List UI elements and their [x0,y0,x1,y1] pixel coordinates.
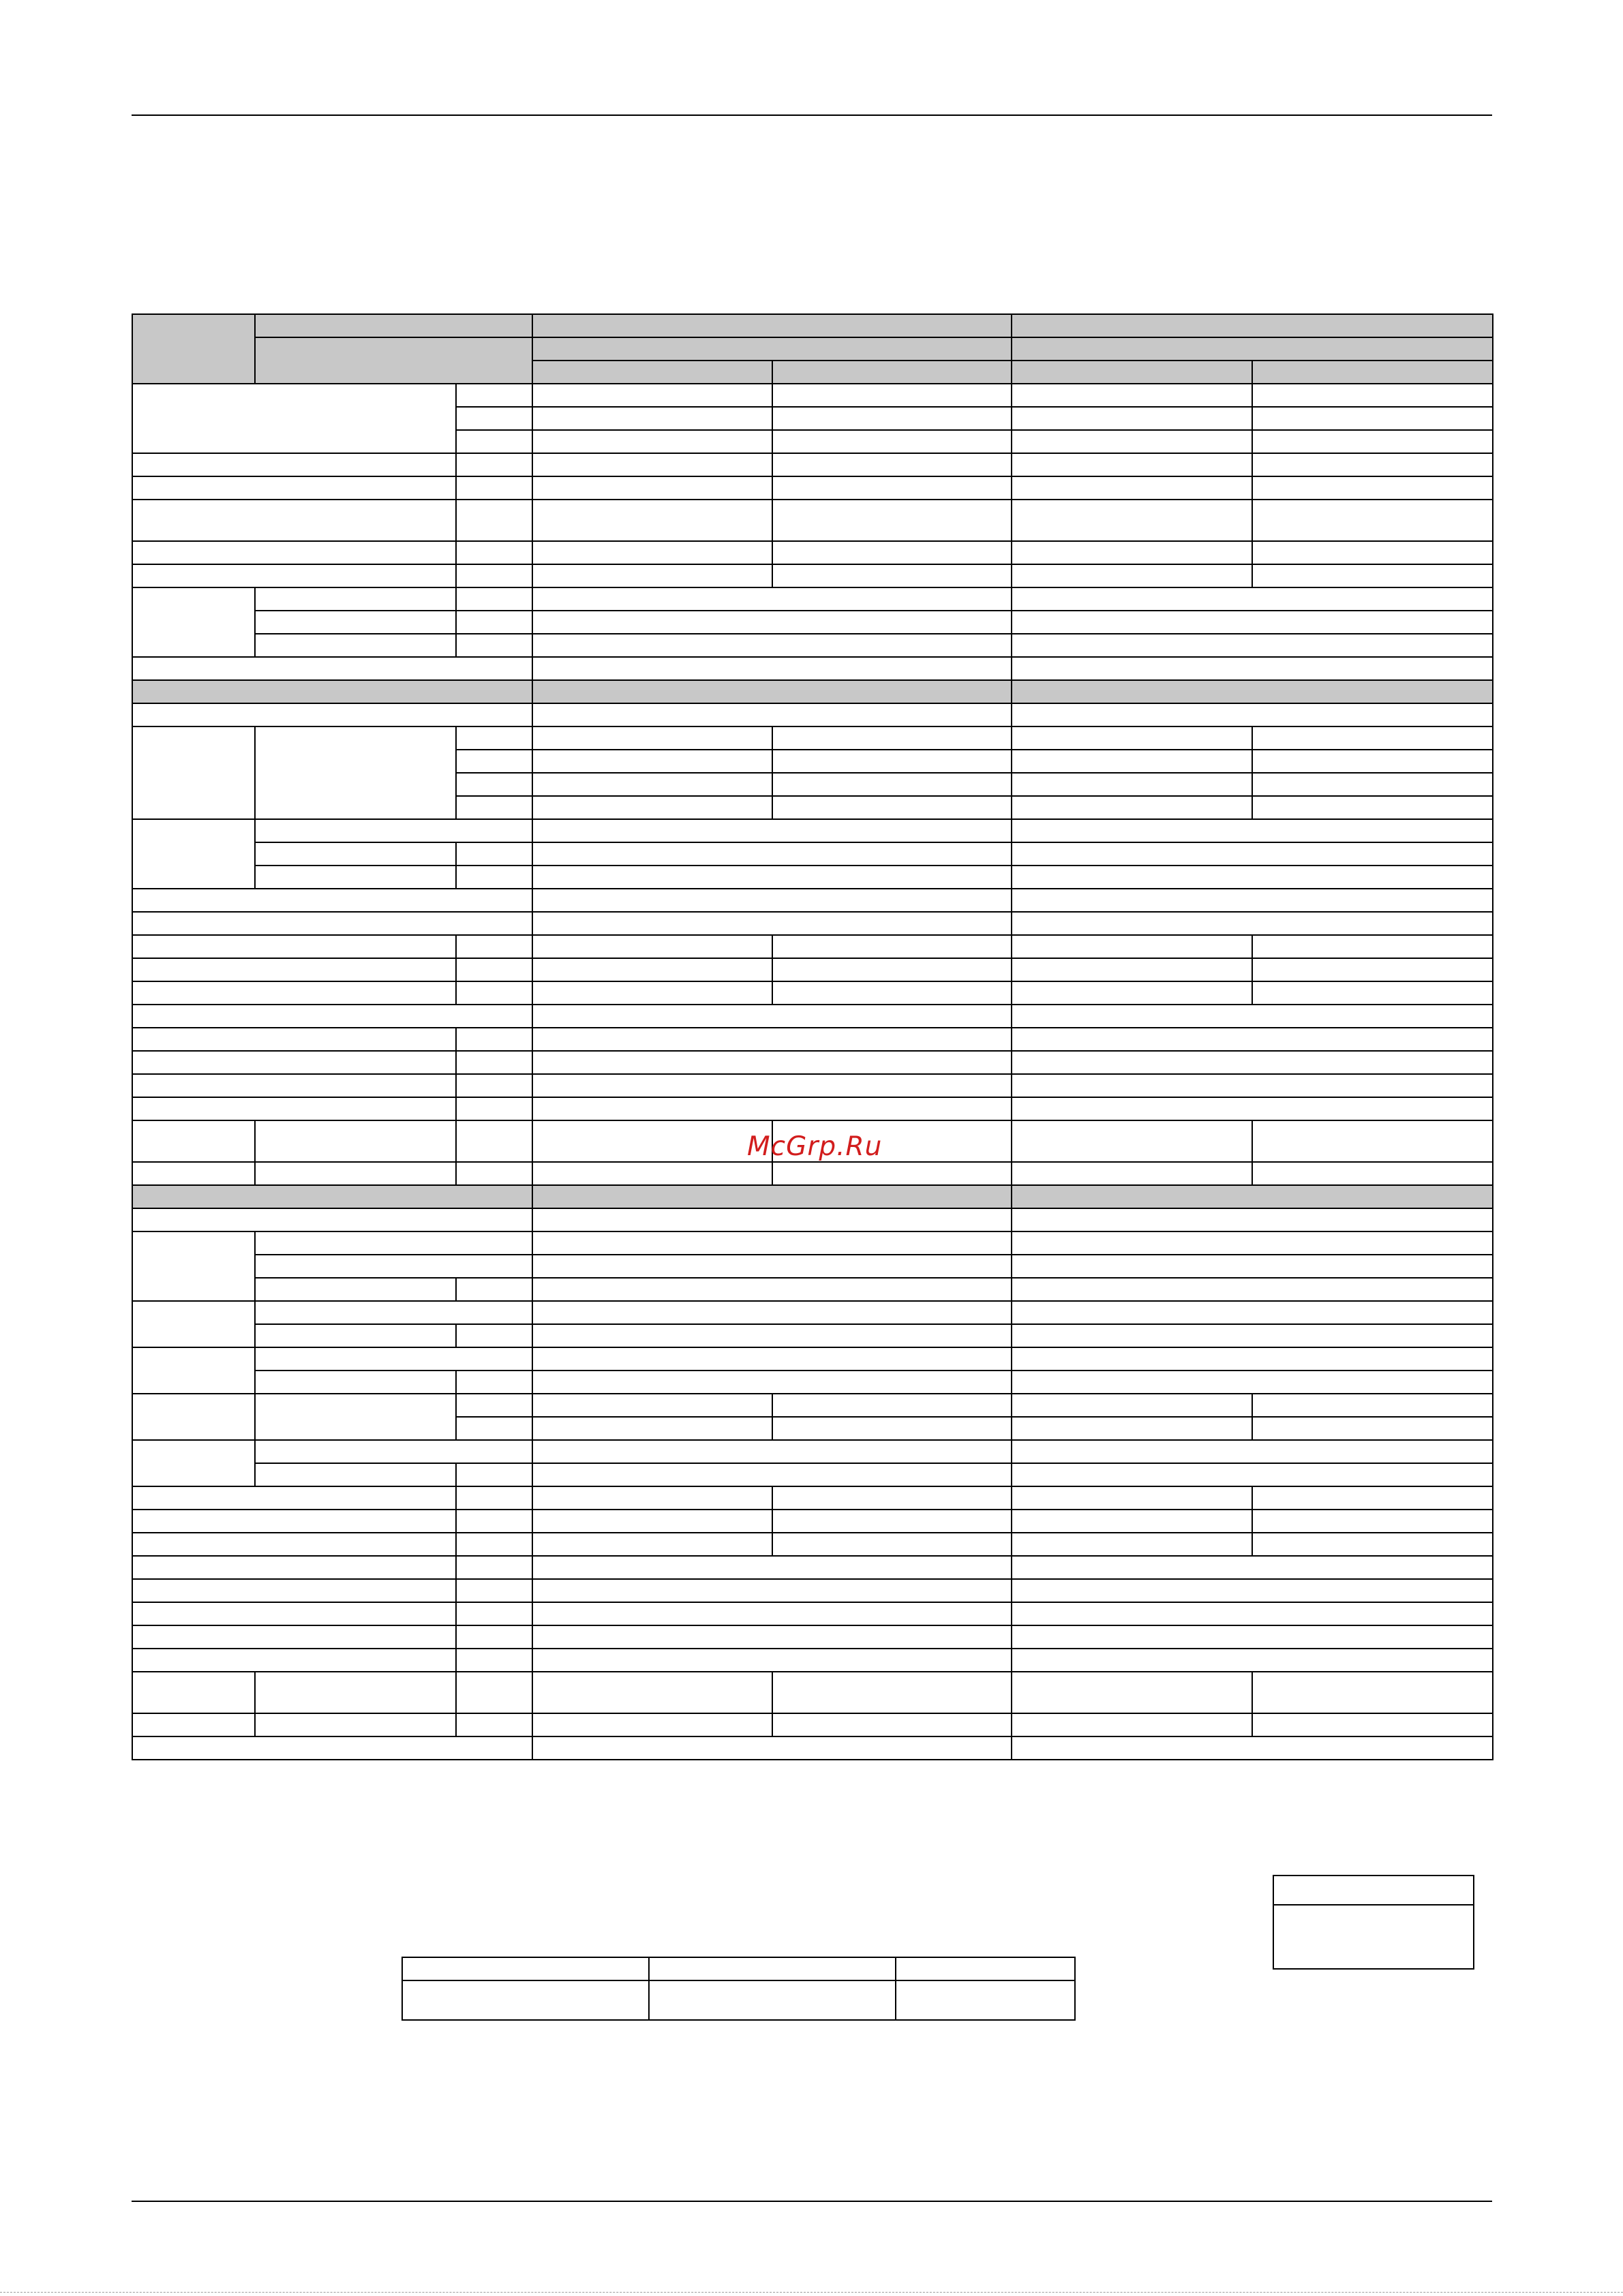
footer-rule [132,2201,1492,2202]
table-row [132,587,1493,611]
table-row [132,1301,1493,1324]
table-row [132,1324,1493,1347]
table-row [132,611,1493,634]
table-row [132,1074,1493,1097]
table-row [132,935,1493,958]
table-row [132,1602,1493,1625]
table-row [132,1097,1493,1120]
table-row [132,958,1493,981]
note-box [1273,1875,1474,1970]
table-row [132,889,1493,912]
table-row [132,1440,1493,1463]
table-row [132,1278,1493,1301]
table-row [132,1394,1493,1417]
table-row [132,500,1493,541]
table-row [132,1028,1493,1051]
table-row [132,1672,1493,1713]
table-row [132,819,1493,842]
table-row [132,912,1493,935]
watermark-text: McGrp.Ru [747,1131,883,1162]
table-row [132,634,1493,657]
table-row [132,1579,1493,1602]
table-row [132,1371,1493,1394]
table-row [132,703,1493,726]
table-row [132,1486,1493,1510]
table-row [132,726,1493,750]
table-row [132,981,1493,1005]
table-row [132,1231,1493,1255]
table-row [132,1533,1493,1556]
table-row [132,1347,1493,1371]
table-row [132,384,1493,407]
table-row [132,1713,1493,1736]
table-row [132,1005,1493,1028]
table-row [132,1736,1493,1760]
spec-table [132,313,1493,1760]
table-row [132,314,1493,337]
table-row [132,337,1493,361]
table-row [132,842,1493,866]
table-row [132,453,1493,476]
table-row [132,1510,1493,1533]
section-band [132,1185,1493,1208]
table-row [132,1255,1493,1278]
header-rule [132,114,1492,116]
page-edge-dashes [0,2292,1623,2293]
table-row [132,1162,1493,1185]
table-row [132,541,1493,564]
table-row [132,866,1493,889]
table-row [132,476,1493,500]
small-info-table [401,1957,1076,2021]
table-row [132,1208,1493,1231]
table-row [132,1051,1493,1074]
table-row [132,657,1493,680]
table-row [132,1625,1493,1649]
section-band [132,680,1493,703]
table-row [132,564,1493,587]
table-row [132,1649,1493,1672]
table-row [132,1556,1493,1579]
table-row [132,1463,1493,1486]
